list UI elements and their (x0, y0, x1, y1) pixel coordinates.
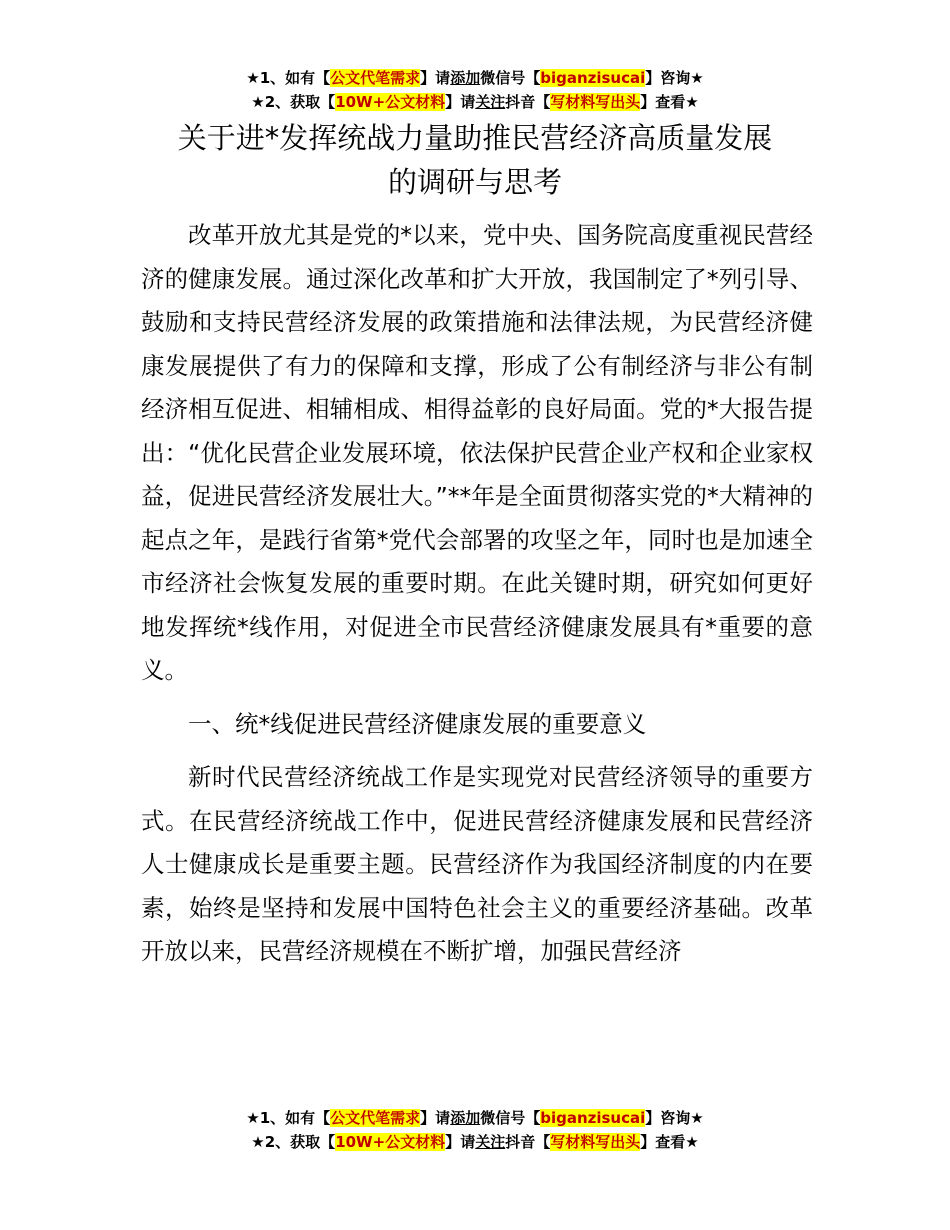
header-banner-line-1 (0, 66, 950, 90)
banner-text: ★1、如有【 (246, 69, 331, 87)
banner-underlined-text: 关注 (475, 93, 506, 111)
banner-underlined-text: 关注 (475, 1133, 506, 1151)
banner-underlined-text: 添加 (450, 69, 481, 87)
document-title-line-1: 关于进*发挥统战力量助推民营经济高质量发展 (177, 121, 773, 155)
banner-text: 】请 (420, 69, 451, 87)
document-body (141, 214, 813, 974)
body-paragraph: 改革开放尤其是党的*以来，党中央、国务院高度重视民营经济的健康发展。通过深化改革和扩大开放，我国制定了*列引导、鼓励和支持民营经济发展的政策措施和法律法规，为民营经济健康发展提供了有力的保障和支撑，形成了公有制经济与非公有制经济相互促进、相辅相成、相得益彰的良好局面。党的*大报告提出：“优化民营企业发展环境，依法保护民营企业产权和企业家权益，促进民营经济发展壮大。”**年是全面贯彻落实党的*大精神的起点之年，是践行省第*党代会部署的攻坚之年，同时也是加速全市经济社会恢复发展的重要时期。在此关键时期，研究如何更好地发挥统*线作用，对促进全市民营经济健康发展具有*重要的意义。 (141, 221, 813, 684)
banner-highlight: 10W+公文材料 (335, 1133, 446, 1151)
banner-text: ★1、如有【 (246, 1109, 331, 1127)
banner-wechat-id: biganzisucai (540, 69, 646, 87)
section-heading: 一、统*线促进民营经济健康发展的重要意义 (188, 709, 647, 738)
banner-text: 抖音【 (505, 93, 551, 111)
document-title-line-2: 的调研与思考 (387, 165, 562, 199)
banner-text: 】查看★ (640, 93, 699, 111)
footer-banner-line-1 (0, 1106, 950, 1130)
banner-wechat-id: biganzisucai (540, 1109, 646, 1127)
banner-highlight: 10W+公文材料 (335, 93, 446, 111)
document-title (0, 116, 950, 204)
banner-highlight: 公文代笔需求 (330, 69, 421, 87)
footer-banner-line-2 (0, 1130, 950, 1154)
body-paragraph: 新时代民营经济统战工作是实现党对民营经济领导的重要方式。在民营经济统战工作中，促进民营经济健康发展和民营经济人士健康成长是重要主题。民营经济作为我国经济制度的内在要素，始终是坚持和发展中国特色社会主义的重要经济基础。改革开放以来，民营经济规模在不断扩增，加强民营经济 (141, 763, 813, 965)
banner-text: 】请 (420, 1109, 451, 1127)
banner-text: 抖音【 (505, 1133, 551, 1151)
banner-text: 】请 (445, 1133, 476, 1151)
banner-text: 】咨询★ (645, 69, 704, 87)
banner-underlined-text: 添加 (450, 1109, 481, 1127)
header-banner (0, 66, 950, 114)
banner-text: 微信号【 (480, 1109, 541, 1127)
banner-text: 】请 (445, 93, 476, 111)
banner-douyin-account: 写材料写出头 (550, 93, 641, 111)
banner-douyin-account: 写材料写出头 (550, 1133, 641, 1151)
banner-text: ★2、获取【 (251, 93, 336, 111)
footer-banner (0, 1106, 950, 1154)
banner-text: 】咨询★ (645, 1109, 704, 1127)
banner-text: 微信号【 (480, 69, 541, 87)
banner-text: ★2、获取【 (251, 1133, 336, 1151)
header-banner-line-2 (0, 90, 950, 114)
banner-text: 】查看★ (640, 1133, 699, 1151)
banner-highlight: 公文代笔需求 (330, 1109, 421, 1127)
